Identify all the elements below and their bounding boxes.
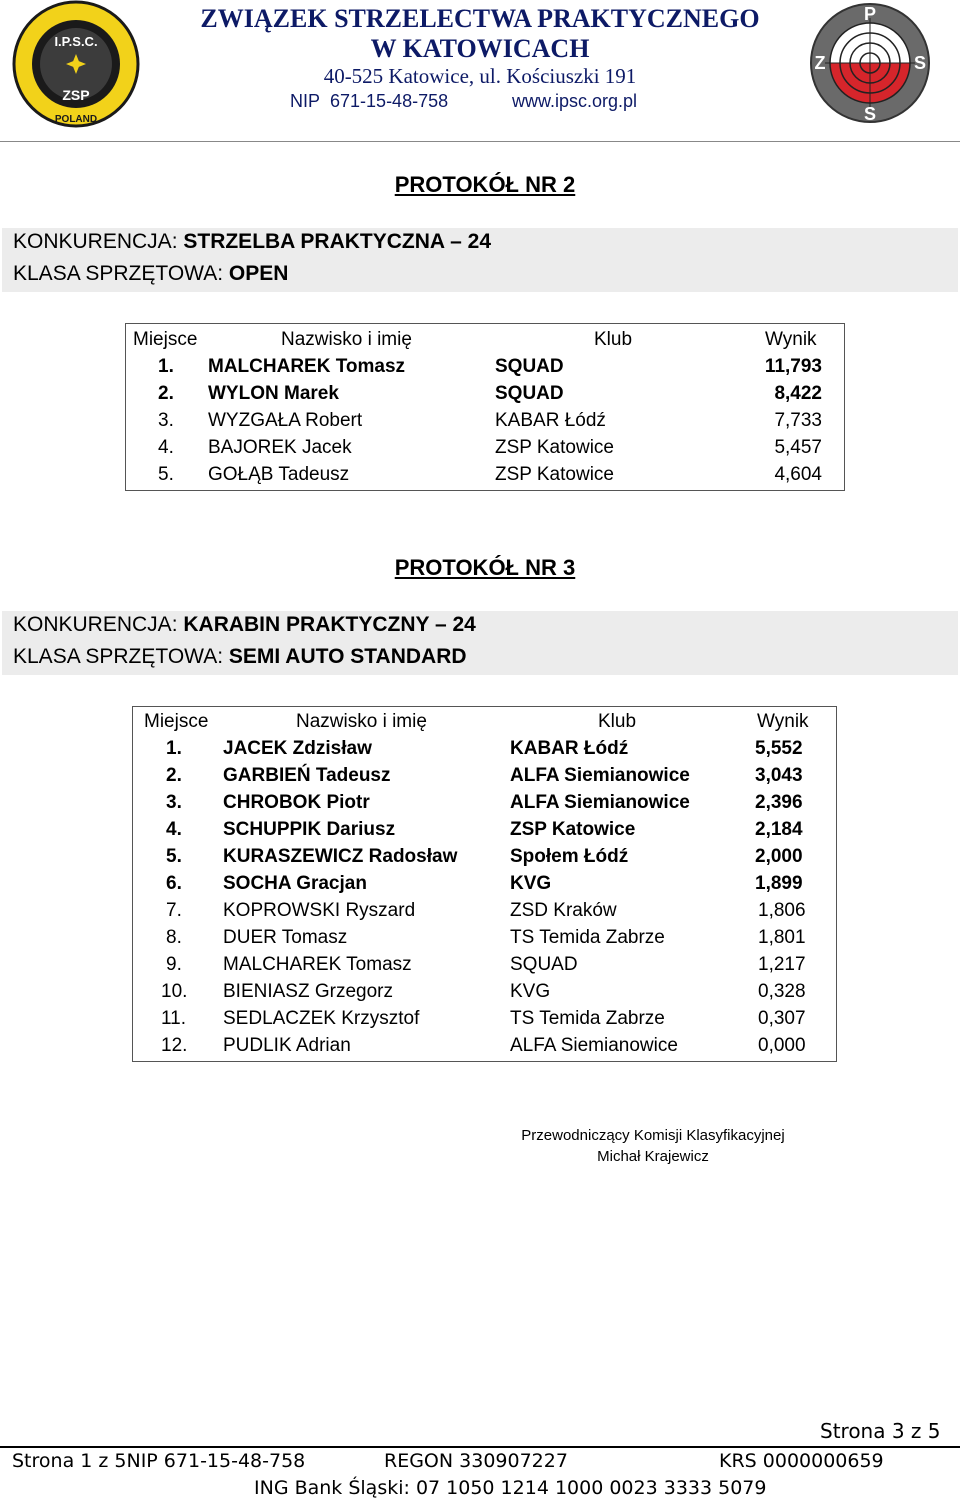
score: 8,422	[774, 383, 822, 404]
competitor-name: KOPROWSKI Ryszard	[223, 900, 416, 921]
protokol-2-info	[2, 228, 958, 292]
competitor-name: BIENIASZ Grzegorz	[223, 981, 393, 1002]
competitor-name: GARBIEŃ Tadeusz	[223, 765, 391, 786]
footer-regon: REGON 330907227	[384, 1450, 568, 1472]
score: 3,043	[755, 765, 803, 786]
table-row	[126, 461, 844, 488]
score: 1,806	[758, 900, 806, 921]
score: 2,184	[755, 819, 803, 840]
logo-letter-s-right: S	[913, 53, 927, 73]
club: KVG	[510, 981, 551, 1002]
protokol-2-title: PROTOKÓŁ NR 2	[394, 172, 576, 197]
klasa-line	[13, 262, 288, 286]
org-address: 40-525 Katowice, ul. Kościuszki 191	[323, 64, 637, 88]
score: 2,396	[755, 792, 803, 813]
col-wynik: Wynik	[757, 711, 809, 732]
protokol-3-info	[2, 611, 958, 675]
footer-page-prefix: Strona 1 z 5	[12, 1450, 127, 1472]
club: TS Temida Zabrze	[510, 927, 665, 948]
col-wynik: Wynik	[765, 329, 817, 350]
competitor-name: SCHUPPIK Dariusz	[223, 819, 396, 840]
competitor-name: SOCHA Gracjan	[223, 873, 367, 894]
footer-krs: KRS 0000000659	[719, 1450, 884, 1472]
footer-divider	[0, 1446, 960, 1448]
score: 2,000	[755, 846, 803, 867]
competitor-name: CHROBOK Piotr	[223, 792, 370, 813]
nip-label: NIP	[290, 91, 321, 111]
score: 11,793	[764, 356, 822, 377]
place: 5.	[158, 464, 174, 485]
score: 1,899	[755, 873, 803, 894]
table-row	[126, 407, 844, 434]
footer-page-nip	[12, 1450, 305, 1472]
col-nazwisko: Nazwisko i imię	[281, 329, 412, 350]
competitor-name: WYLON Marek	[208, 383, 339, 404]
place: 1.	[166, 738, 182, 759]
place: 2.	[166, 765, 182, 786]
col-miejsce: Miejsce	[133, 329, 198, 350]
results-table-protokol-3	[132, 706, 837, 1062]
page-number: Strona 3 z 5	[820, 1419, 941, 1443]
konkurencja-label: KONKURENCJA:	[13, 613, 184, 636]
col-klub: Klub	[594, 329, 633, 350]
signature-title: Przewodniczący Komisji Klasyfikacyjnej	[521, 1127, 785, 1144]
club: ALFA Siemianowice	[510, 765, 690, 786]
footer-nip: NIP 671-15-48-758	[126, 1450, 306, 1472]
competitor-name: MALCHAREK Tomasz	[208, 356, 406, 377]
club: Społem Łódź	[510, 846, 629, 867]
place: 10.	[161, 981, 188, 1002]
club: KABAR Łódź	[495, 410, 606, 431]
score: 4,604	[774, 464, 822, 485]
nip-value: 671-15-48-758	[330, 91, 449, 111]
results-table-protokol-2	[125, 323, 845, 491]
competitor-name: GOŁĄB Tadeusz	[208, 464, 350, 485]
club: ZSP Katowice	[510, 819, 636, 840]
club: ZSD Kraków	[510, 900, 617, 921]
protokol-3-title: PROTOKÓŁ NR 3	[394, 555, 576, 580]
place: 5.	[166, 846, 182, 867]
club: SQUAD	[510, 954, 578, 975]
competitor-name: SEDLACZEK Krzysztof	[223, 1008, 420, 1029]
zsp-target-logo	[808, 2, 932, 124]
konkurencja-line	[13, 613, 476, 637]
club: ZSP Katowice	[495, 464, 614, 485]
club: KVG	[510, 873, 552, 894]
col-klub: Klub	[598, 711, 637, 732]
score: 7,733	[774, 410, 822, 431]
competitor-name: WYZGAŁA Robert	[208, 410, 363, 431]
club: SQUAD	[495, 356, 564, 377]
club: ALFA Siemianowice	[510, 792, 690, 813]
score: 0,000	[758, 1035, 806, 1056]
place: 2.	[158, 383, 174, 404]
score: 0,328	[758, 981, 806, 1002]
org-website-link[interactable]: www.ipsc.org.pl	[512, 91, 638, 111]
score: 0,307	[758, 1008, 806, 1029]
place: 3.	[158, 410, 174, 431]
footer-bank: ING Bank Śląski: 07 1050 1214 1000 0023 3333 5079	[254, 1477, 767, 1499]
table-row	[126, 434, 844, 461]
place: 12.	[161, 1035, 188, 1056]
konkurencja-label: KONKURENCJA:	[13, 230, 184, 253]
org-nip	[290, 91, 448, 112]
place: 3.	[166, 792, 182, 813]
score: 5,552	[755, 738, 803, 759]
competitor-name: MALCHAREK Tomasz	[223, 954, 412, 975]
place: 9.	[166, 954, 182, 975]
col-nazwisko: Nazwisko i imię	[296, 711, 427, 732]
konkurencja-value: STRZELBA PRAKTYCZNA – 24	[183, 230, 491, 253]
place: 4.	[158, 437, 174, 458]
klasa-label: KLASA SPRZĘTOWA:	[13, 645, 229, 668]
col-miejsce: Miejsce	[144, 711, 209, 732]
org-name-line2: W KATOWICACH	[370, 34, 590, 63]
signature-name: Michał Krajewicz	[597, 1148, 709, 1165]
competitor-name: PUDLIK Adrian	[223, 1035, 351, 1056]
logo-letter-z: Z	[814, 53, 826, 73]
club: ALFA Siemianowice	[510, 1035, 678, 1056]
konkurencja-value: KARABIN PRAKTYCZNY – 24	[183, 613, 476, 636]
klasa-label: KLASA SPRZĘTOWA:	[13, 262, 229, 285]
logo-letter-s-bottom: S	[863, 104, 877, 124]
club: SQUAD	[495, 383, 564, 404]
score: 5,457	[774, 437, 822, 458]
club: ZSP Katowice	[495, 437, 614, 458]
logo-poland-text: POLAND	[54, 114, 98, 125]
place: 7.	[166, 900, 182, 921]
logo-zsp-text: ZSP	[62, 87, 90, 103]
logo-letter-p: P	[863, 4, 877, 24]
ipsc-zsp-logo	[8, 0, 144, 130]
konkurencja-line	[13, 230, 491, 254]
place: 8.	[166, 927, 182, 948]
klasa-value: SEMI AUTO STANDARD	[228, 645, 467, 668]
place: 4.	[166, 819, 182, 840]
score: 1,801	[758, 927, 806, 948]
place: 6.	[166, 873, 182, 894]
table-header	[126, 326, 844, 353]
header-divider	[0, 141, 960, 142]
club: TS Temida Zabrze	[510, 1008, 665, 1029]
club: KABAR Łódź	[510, 738, 629, 759]
logo-ipsc-text: I.P.S.C.	[54, 34, 98, 49]
score: 1,217	[758, 954, 806, 975]
table-row	[126, 353, 844, 380]
place: 1.	[158, 356, 174, 377]
klasa-line	[13, 645, 467, 669]
competitor-name: DUER Tomasz	[223, 927, 348, 948]
table-row	[126, 380, 844, 407]
org-name-line1: ZWIĄZEK STRZELECTWA PRAKTYCZNEGO	[200, 4, 760, 33]
competitor-name: KURASZEWICZ Radosław	[223, 846, 458, 867]
klasa-value: OPEN	[228, 262, 289, 285]
competitor-name: BAJOREK Jacek	[208, 437, 352, 458]
place: 11.	[161, 1008, 187, 1029]
competitor-name: JACEK Zdzisław	[223, 738, 372, 759]
